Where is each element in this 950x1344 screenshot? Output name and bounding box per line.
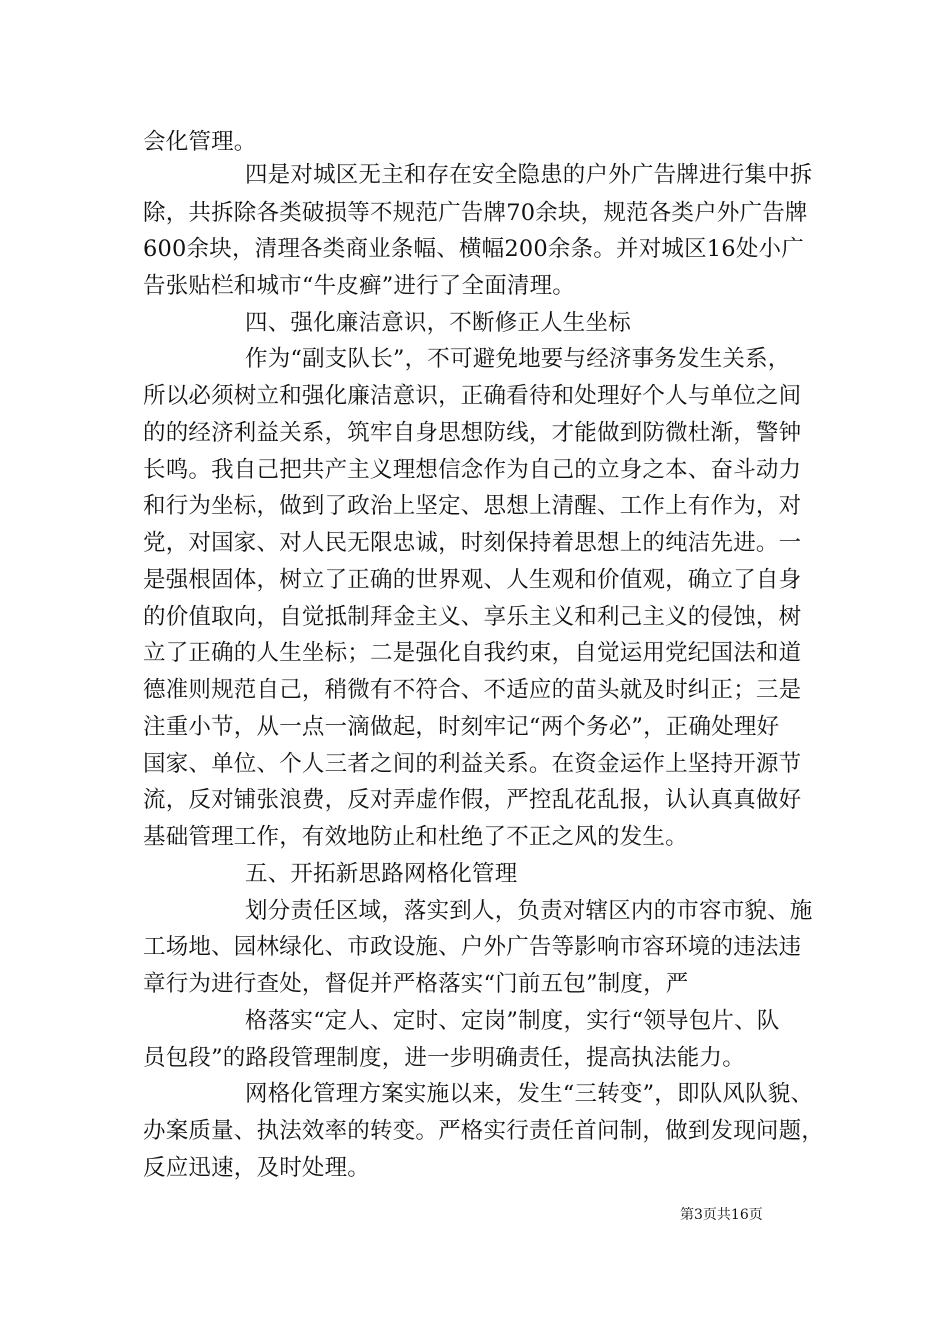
text-line: 所以必须树立和强化廉洁意识，正确看待和处理好个人与单位之间 [143,383,802,409]
text-line: 办案质量、执法效率的转变。严格实行责任首问制，做到发现问题， [143,1118,825,1144]
section-heading: 四、强化廉洁意识，不断修正人生坐标 [245,310,631,336]
text-line: 基础管理工作，有效地防止和杜绝了不正之风的发生。 [143,824,688,850]
text-line: 党，对国家、对人民无限忠诚，时刻保持着思想上的纯洁先进。一 [143,530,802,556]
text-line: 员包段”的路段管理制度，进一步明确责任，提高执法能力。 [143,1045,745,1071]
text-line: 四是对城区无主和存在安全隐患的户外广告牌进行集中拆 [245,162,813,188]
text-line: 会化管理。 [143,129,257,155]
text-line: 反应迅速，及时处理。 [143,1155,371,1181]
text-line: 600余块，清理各类商业条幅、横幅200余条。并对城区16处小广 [143,236,804,262]
text-line: 德准则规范自己，稍微有不符合、不适应的苗头就及时纠正；三是 [143,677,802,703]
page-number-footer: 第3页共16页 [680,1207,763,1223]
text-line: 立了正确的人生坐标；二是强化自我约束，自觉运用党纪国法和道 [143,640,802,666]
text-line: 网格化管理方案实施以来，发生“三转变”，即队风队貌、 [245,1081,814,1107]
text-line: 国家、单位、个人三者之间的利益关系。在资金运作上坚持开源节 [143,751,802,777]
section-heading: 五、开拓新思路网格化管理 [245,861,518,887]
text-line: 作为“副支队长”，不可避免地要与经济事务发生关系， [245,346,791,372]
text-line: 和行为坐标，做到了政治上坚定、思想上清醒、工作上有作为，对 [143,493,802,519]
text-line: 除，共拆除各类破损等不规范广告牌70余块，规范各类户外广告牌 [143,200,808,226]
text-line: 流，反对铺张浪费，反对弄虚作假，严控乱花乱报，认认真真做好 [143,787,802,813]
text-line: 注重小节，从一点一滴做起，时刻牢记“两个务必”，正确处理好 [143,714,780,740]
text-line: 章行为进行查处，督促并严格落实“门前五包”制度，严 [143,971,689,997]
text-line: 长鸣。我自己把共产主义理想信念作为自己的立身之本、奋斗动力 [143,457,802,483]
text-line: 划分责任区域，落实到人，负责对辖区内的市容市貌、施 [245,898,813,924]
text-line: 的的经济利益关系，筑牢自身思想防线，才能做到防微杜渐，警钟 [143,420,802,446]
text-line: 工场地、园林绿化、市政设施、户外广告等影响市容环境的违法违 [143,934,802,960]
text-line: 格落实“定人、定时、定岗”制度，实行“领导包片、队 [245,1008,780,1034]
text-line: 是强根固体，树立了正确的世界观、人生观和价值观，确立了自身 [143,567,802,593]
text-line: 告张贴栏和城市“牛皮癣”进行了全面清理。 [143,273,576,299]
text-line: 的价值取向，自觉抵制拜金主义、享乐主义和利己主义的侵蚀，树 [143,604,802,630]
